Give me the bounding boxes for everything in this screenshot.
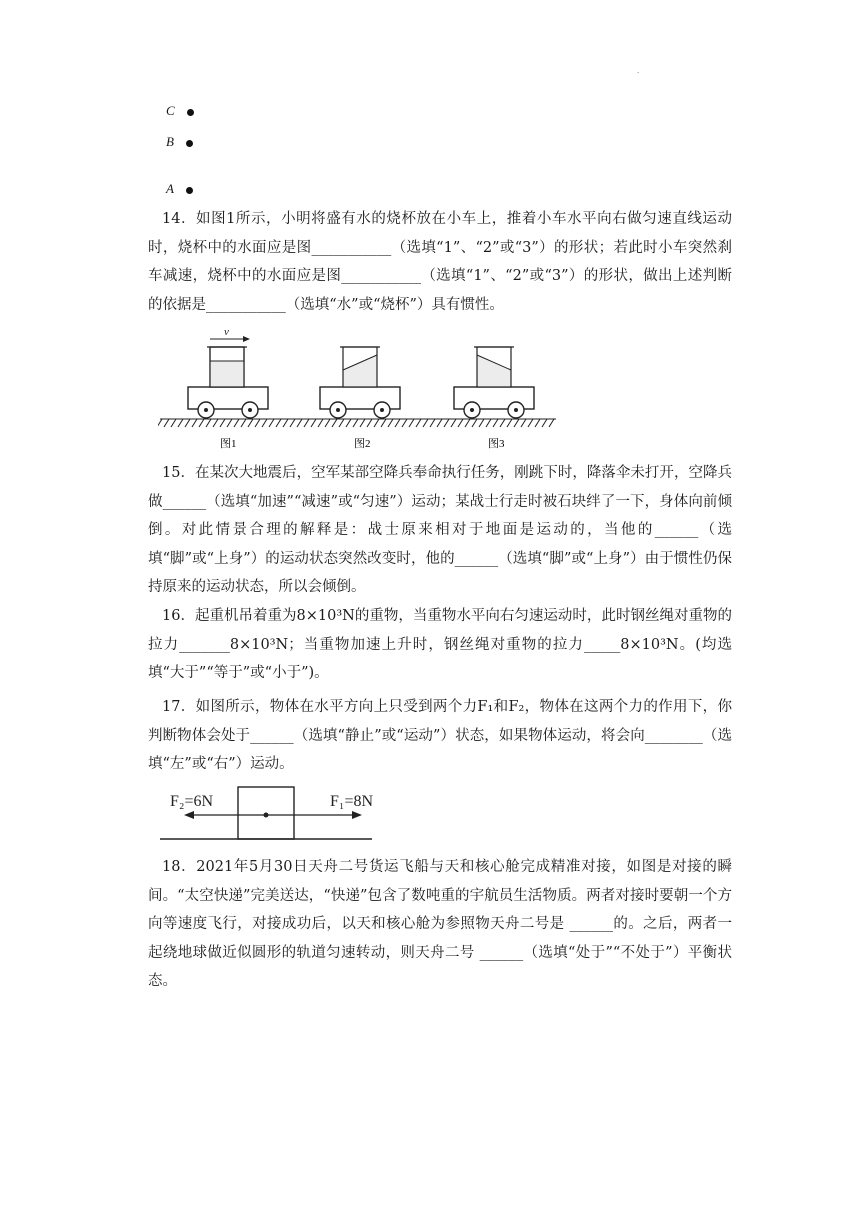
hatch-mark [227, 419, 232, 427]
hatch-mark [381, 419, 386, 427]
hatch-mark [290, 419, 295, 427]
hatch-mark [500, 419, 505, 427]
center-point [264, 813, 269, 818]
cart-3 [454, 347, 534, 418]
hatch-mark [339, 419, 344, 427]
hatch-mark [325, 419, 330, 427]
question-15-text [148, 459, 732, 602]
hatch-mark [206, 419, 211, 427]
hatch-mark [192, 419, 197, 427]
point-c-dot [187, 109, 194, 116]
f1-arrowhead [352, 811, 362, 819]
hatch-mark [549, 419, 554, 427]
hatch-mark [178, 419, 183, 427]
header-mark: . [637, 66, 640, 75]
question-14-body: 14．如图1所示，小明将盛有水的烧杯放在小车上，推着小车水平向右做匀速直线运动时，烧杯中的水面应是图___________（选填“1”、“2”或“3”）的形状；若此时小车突然刹车减速，烧杯中的水面应是图___________（选填“1”、“2”或“3”）的形状，做出上述判断的依据是___________（选填“水”或“烧杯”）具有惯性。 [148, 211, 732, 313]
ground [158, 419, 556, 427]
hatch-mark [311, 419, 316, 427]
hatch-mark [535, 419, 540, 427]
hatch-mark [486, 419, 491, 427]
question-18-body: 18．2021年5月30日天舟二号货运飞船与天和核心舱完成精准对接，如图是对接的瞬间。“太空快递”完美送达，“快递”包含了数吨重的宇航员生活物质。两者对接时要朝一个方向等速度飞行，对接成功后，以天和核心舱为参照物天舟二号是 ______的。之后，两者一起绕地球做近似圆形的轨道匀速转动，则天舟二号 ______（选填“处于”“不处于”）平衡状态。 [148, 859, 732, 990]
hatch-mark [304, 419, 309, 427]
hatch-mark [409, 419, 414, 427]
hatch-mark [346, 419, 351, 427]
hatch-mark [241, 419, 246, 427]
hatch-mark [521, 419, 526, 427]
question-16-body: 16．起重机吊着重为8×10³N的重物，当重物水平向右匀速运动时，此时钢丝绳对重物的拉力_______8×10³N；当重物加速上升时，钢丝绳对重物的拉力_____8×10³N。(均选填“大于”“等于”或“小于”)。 [148, 608, 732, 682]
f1-label: F₁=8N [330, 793, 374, 810]
hatch-mark [353, 419, 358, 427]
question-14 [148, 205, 732, 319]
hatch-mark [234, 419, 239, 427]
cart-1 [188, 326, 268, 418]
hatch-mark [437, 419, 442, 427]
velocity-label: v [224, 326, 229, 338]
question-15-body: 15．在某次大地震后，空军某部空降兵奉命执行任务，刚跳下时，降落伞未打开，空降兵做______（选填“加速”“减速”或“匀速”）运动；某战士行走时被石块绊了一下，身体向前倾倒。对此情景合理的解释是：战士原来相对于地面是运动的，当他的______（选填“脚”或“上身”）的运动状态突然改变时，他的______（选填“脚”或“上身”）由于惯性仍保持原来的运动状态，所以会倾倒。 [148, 465, 732, 596]
hatch-mark [199, 419, 204, 427]
hatch-mark [332, 419, 337, 427]
hatch-mark [542, 419, 547, 427]
question-16 [148, 602, 732, 688]
hatch-mark [416, 419, 421, 427]
hatch-mark [430, 419, 435, 427]
hatch-mark [248, 419, 253, 427]
hatch-mark [213, 419, 218, 427]
hatch-mark [479, 419, 484, 427]
question-16-text [148, 602, 732, 688]
cart-2 [320, 347, 400, 418]
hatch-mark [283, 419, 288, 427]
hatch-mark [220, 419, 225, 427]
question-18 [148, 853, 732, 996]
cart-diagram [158, 325, 558, 453]
hatch-mark [158, 419, 162, 427]
hatch-mark [444, 419, 449, 427]
point-b [166, 134, 193, 150]
caption-fig2: 图2 [354, 438, 371, 450]
f2-label: F₂=6N [170, 793, 214, 810]
point-c [166, 103, 194, 119]
hatch-mark [255, 419, 260, 427]
hatch-mark [528, 419, 533, 427]
hatch-mark [395, 419, 400, 427]
hatch-mark [171, 419, 176, 427]
hatch-mark [374, 419, 379, 427]
force-diagram [150, 784, 390, 848]
point-a [166, 181, 193, 197]
point-c-label: C [166, 103, 175, 118]
question-18-text [148, 853, 732, 996]
hatch-mark [318, 419, 323, 427]
hatch-mark [276, 419, 281, 427]
hatch-mark [493, 419, 498, 427]
hatch-mark [388, 419, 393, 427]
hatch-mark [472, 419, 477, 427]
hatch-mark [164, 419, 169, 427]
hatch-mark [514, 419, 519, 427]
hatch-mark [269, 419, 274, 427]
caption-fig1: 图1 [220, 438, 237, 450]
question-17-body: 17．如图所示，物体在水平方向上只受到两个力F₁和F₂，物体在这两个力的作用下，你判断物体会处于______（选填“静止”或“运动”）状态，如果物体运动，将会向________（选填“左”或“右”）运动。 [148, 699, 732, 773]
force-figure [150, 784, 390, 848]
hatch-mark [507, 419, 512, 427]
point-a-dot [186, 187, 193, 194]
hatch-mark [185, 419, 190, 427]
question-17 [148, 693, 732, 779]
hatch-mark [458, 419, 463, 427]
cart-beaker-figure [158, 325, 558, 453]
hatch-mark [367, 419, 372, 427]
point-b-dot [186, 140, 193, 147]
hatch-mark [297, 419, 302, 427]
hatch-mark [262, 419, 267, 427]
hatch-mark [360, 419, 365, 427]
caption-fig3: 图3 [488, 438, 505, 450]
question-17-text [148, 693, 732, 779]
f2-arrowhead [184, 811, 194, 819]
hatch-mark [402, 419, 407, 427]
question-15 [148, 459, 732, 602]
hatch-mark [465, 419, 470, 427]
point-b-label: B [166, 134, 174, 149]
question-14-text [148, 205, 732, 319]
hatch-mark [451, 419, 456, 427]
hatch-mark [423, 419, 428, 427]
point-a-label: A [166, 181, 174, 196]
